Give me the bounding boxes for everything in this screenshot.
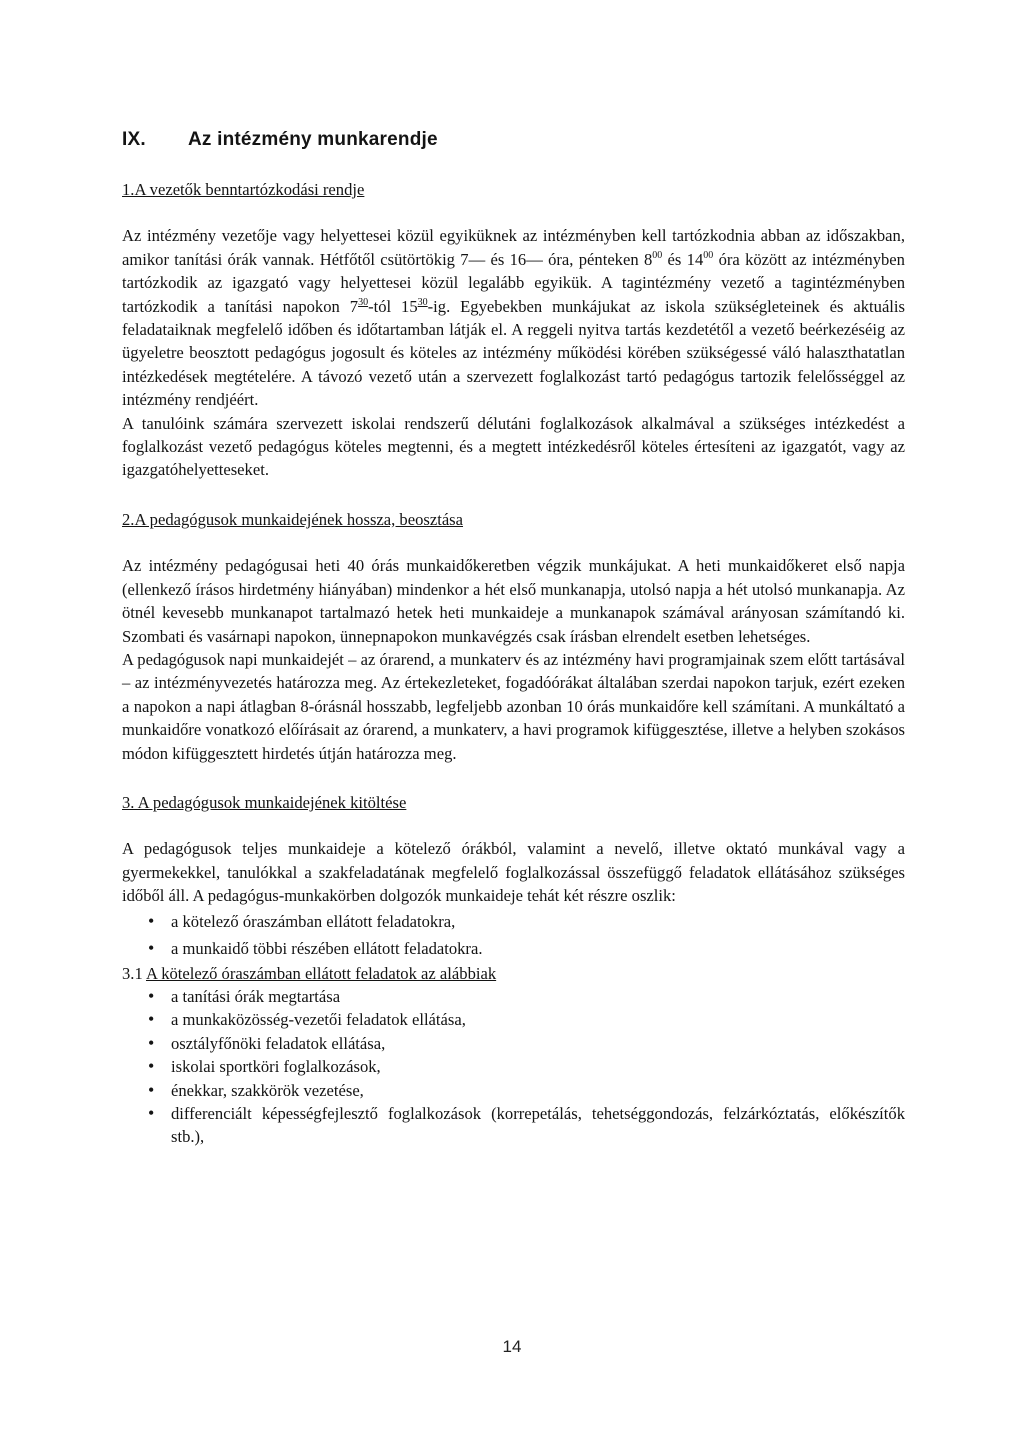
section-2-paragraph-1: Az intézmény pedagógusai heti 40 órás munkaidőkeretben végzik munkájukat. A heti munkaidőkeret első napja (ellenkező írásos hirdetmény hiányában) mindenkor a hét első munkanapja, utolsó napja a hét utolsó munkanapja. Az ötnél kevesebb munkanapot tartalmazó hetek heti munkaideje a munkanapok számával arányosan számítandó ki. Szombati és vasárnapi napokon, ünnepnapokon munkavégzés csak írásban elrendelt esetben lehetséges.: [122, 556, 905, 646]
section-3-title: 3. A pedagógusok munkaidejének kitöltése: [122, 792, 407, 812]
chapter-heading: [122, 128, 905, 152]
section-2-title: 2.A pedagógusok munkaidejének hossza, beosztása: [122, 509, 464, 529]
chapter-number: IX.: [122, 129, 146, 150]
subsection-3-1-title: 3.1 A kötelező óraszámban ellátott feladatok az alábbiak: [122, 963, 497, 983]
section-2-paragraph-2: A pedagógusok napi munkaidejét – az órarend, a munkaterv és az intézmény havi programjainak szem előtt tartásával – az intézményvezetés határozza meg. Az értekezleteket, fogadóórákat általában szerdai napokon tarjuk, ezért ezeken a napokon a napi átlagban 8-órásnál hosszabb, legfeljebb azonban 10 órás munkaidőre kell számítani. A munkáltató a munkaidőre vonatkozó előírásait az órarend, a munkaterv, a havi programok kifüggesztése, illetve a helyben szokásos módon kifüggesztett hirdetés útján határozza meg.: [122, 649, 905, 763]
list-item: • a munkaidő többi részében ellátott feladatokra.: [122, 935, 905, 962]
list-item: • a tanítási órák megtartása: [122, 985, 905, 1008]
page-content: [122, 128, 905, 1149]
chapter-title: Az intézmény munkarendje: [188, 129, 438, 150]
list-item: • iskolai sportköri foglalkozások,: [122, 1055, 905, 1078]
section-1-title: 1.A vezetők benntartózkodási rendje: [122, 180, 365, 199]
subsection-3-1-bullet-list: [122, 985, 905, 1149]
list-item: • differenciált képességfejlesztő foglalkozások (korrepetálás, tehetséggondozás, felzárkóztatás, előkészítők stb.),: [122, 1102, 905, 1149]
section-3-bullet-list: [122, 908, 905, 962]
page-number: 14: [502, 1337, 522, 1356]
section-1-paragraph-2: A tanulóink számára szervezett iskolai rendszerű délutáni foglalkozások alkalmával a szükséges intézkedést a foglalkozást vezető pedagógus köteles megtenni, és a megtett intézkedésről köteles értesíteni az igazgatót, vagy az igazgatóhelyetteseket.: [122, 413, 905, 480]
section-3-paragraph-1: A pedagógusok teljes munkaideje a kötelező órákból, valamint a nevelő, illetve oktató munkával vagy a gyermekekkel, tanulókkal a szakfeladatának megfelelő foglalkozással összefüggő feladatok ellátásához szükséges időből áll. A pedagógus-munkakörben dolgozók munkaideje tehát két részre oszlik:: [122, 839, 905, 906]
list-item: • osztályfőnöki feladatok ellátása,: [122, 1032, 905, 1055]
section-1-paragraph-1: Az intézmény vezetője vagy helyettesei közül egyiküknek az intézményben kell tartózkodnia abban az időszakban, amikor tanítási órák vannak. Hétfőtől csütörtökig 7— és 16— óra, pénteken $8^{00}$ és $14^{00}$ óra között az intézményben tartózkodik az igazgató vagy helyettesei közül legalább egyikük. A tagintézmény vezető a tagintézményben tartózkodik a tanítási napokon $7^{30}$-tól $15^{30}-ig$. Egyebekben munkájukat az iskola szükségleteinek és aktuális feladataiknak megfelelő időben és időtartamban látják el. A reggeli nyitva tartás kezdetétől a vezető beérkezéséig az ügyeletre beosztott pedagógus jogosult és köteles az intézmény működési körében szükségessé váló halaszthatatlan intézkedések megtételére. A távozó vezető után a szervezett foglalkozást tartó pedagógus tartozik felelősséggel az intézmény rendjéért.: [122, 226, 905, 410]
list-item: • a munkaközösség-vezetői feladatok ellátása,: [122, 1008, 905, 1031]
list-item: • a kötelező óraszámban ellátott feladatokra,: [122, 908, 905, 935]
list-item: • énekkar, szakkörök vezetése,: [122, 1079, 905, 1102]
